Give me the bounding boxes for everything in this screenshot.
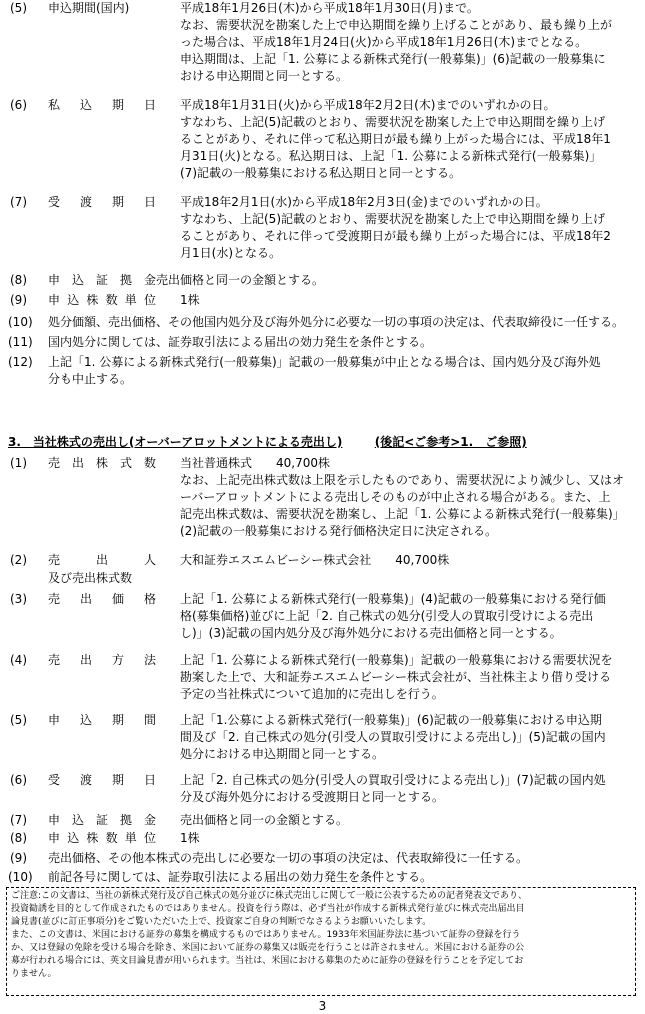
item-body: 平成18年1月26日(木)から平成18年1月30日(月)まで。 なお、需要状況を勘案した上で申込期間を繰り上げることがあり、最も繰り上が った場合は、平成18年1月24日(火)から平成18年1月26日(木)までとなる。 申込期間は、上記「1. 公募による新株式発行(一般募集)」(6)記載の一般募集に おける申込期間と同一とする。: [180, 1, 613, 83]
item-number: (9): [10, 293, 27, 307]
item-body: 国内処分に関しては、証券取引法による届出の効力発生を条件とする。: [48, 335, 433, 349]
item-number: (8): [10, 273, 27, 287]
item-number: (4): [10, 653, 27, 667]
item-number: (5): [10, 713, 27, 727]
page-number: 3: [318, 999, 327, 1013]
item-body: 売出価格、その他本株式の売出しに必要な一切の事項の決定は、代表取締役に一任する。: [48, 851, 529, 865]
item-number: (1): [10, 456, 27, 470]
item-number: (3): [10, 592, 27, 606]
item-number: (6): [10, 773, 27, 787]
item-label: 申 込 証 拠 金: [48, 273, 156, 287]
item-number: (7): [10, 195, 27, 209]
item-label: 売 出 価 格: [48, 592, 156, 606]
item-label: 申 込 期 間: [48, 713, 156, 727]
item-label: 私 込 期 日: [48, 98, 156, 112]
item-body: 上記「1. 公募による新株式発行(一般募集)」(4)記載の一般募集における発行価 格(募集価格)並びに上記「2. 自己株式の処分(引受人の買取引受けによる売出 し)」(3)記載の国内処分及び海外処分における売出価格と同一とする。: [180, 592, 606, 640]
item-number: (8): [10, 831, 27, 845]
item-body: 処分価額、売出価格、その他国内処分及び海外処分に必要な一切の事項の決定は、代表取締役に一任する。: [48, 315, 625, 329]
item-body: 売出価格と同一の金額とする。: [180, 813, 349, 827]
item-body: 上記「1. 公募による新株式発行(一般募集)」記載の一般募集における需要状況を 勘案した上で、大和証券エスエムビーシー株式会社が、当社株主より借り受ける 予定の当社株式について追加的に売出しを行う。: [180, 653, 613, 701]
item-number: (10): [8, 870, 33, 884]
item-body: 1株: [180, 293, 200, 307]
item-label: 申 込 証 拠 金: [48, 813, 156, 827]
item-label: 申込期間(国内): [48, 1, 130, 15]
item-label: 売 出 株 式 数: [48, 456, 156, 470]
disclaimer-box: ご注意:この文書は、当社の新株式発行及び自己株式の処分並びに株式売出しに関して一般に公表するための記者発表文であり、 投資勧誘を目的として作成されたものではありません。投資を行う際は、必ず当社が作成する新株式発行並びに株式売出届出目 論見書(並びに訂正事項分)をご覧いただいた上で、投資家ご自身の判断でなさるようお願いいたします。 また、この文書は、米国における証券の募集を構成するものではありません。1933年米国証券法に基づいて証券の登録を行う か、又は登録の免除を受ける場合を除き、米国において証券の募集又は販売を行うことは許されません。米国における証券の公 募が行われる場合には、英文目論見書が用いられます。当社は、米国における募集のために証券の登録を行うことを予定してお りません。: [6, 887, 636, 996]
item-label: 受 渡 期 日: [48, 195, 156, 209]
item-label: 申 込 株 数 単 位: [48, 293, 156, 307]
item-body: 平成18年2月1日(水)から平成18年2月3日(金)までのいずれかの日。 すなわち、上記(5)記載のとおり、需要状況を勘案した上で申込期間を繰り上げ ることがあり、それに伴って受渡期日が最も繰り上がった場合には、平成18年2 月1日(水)となる。: [180, 195, 611, 260]
item-label: 申 込 株 数 単 位: [48, 831, 156, 845]
item-number: (5): [10, 1, 27, 15]
item-label: 受 渡 期 日: [48, 773, 156, 787]
item-number: (6): [10, 98, 27, 112]
item-body: 前記各号に関しては、証券取引法による届出の効力発生を条件とする。: [48, 870, 433, 884]
item-number: (12): [8, 355, 33, 369]
item-body: 当社普通株式 40,700株 なお、上記売出株式数は上限を示したものであり、需要状況により減少し、又はオ ーバーアロットメントによる売出しそのものが中止される場合がある。また、上 記売出株式数は、需要状況を勘案し、上記「1. 公募による新株式発行(一般募集)」 (2)記載の一般募集における発行価格決定日に決定される。: [180, 456, 625, 538]
item-number: (10): [8, 315, 33, 329]
item-label: 売 出 人: [48, 553, 156, 567]
item-body: 上記「1. 公募による新株式発行(一般募集)」記載の一般募集が中止となる場合は、国内処分及び海外処 分も中止する。: [48, 355, 601, 386]
item-body: 上記「1.公募による新株式発行(一般募集)」(6)記載の一般募集における申込期 間及び「2. 自己株式の処分(引受人の買取引受けによる売出し)」(5)記載の国内 処分における申込期間と同一とする。: [180, 713, 606, 761]
item-body: 大和証券エスエムビーシー株式会社 40,700株: [180, 553, 450, 567]
item-label-sub: 及び売出株式数: [48, 571, 133, 585]
item-body: 平成18年1月31日(火)から平成18年2月2日(木)までのいずれかの日。 すなわち、上記(5)記載のとおり、需要状況を勘案した上で申込期間を繰り上げ ることがあり、それに伴って私込期日が最も繰り上がった場合には、平成18年1 月31日(火)となる。私込期日は、上記「1. 公募による新株式発行(一般募集)」 (7)記載の一般募集における私込期日と同一とする。: [180, 98, 611, 180]
section-3-heading: 3. 当社株式の売出し(オーバーアロットメントによる売出し) (後記<ご参考>1. ご参照): [8, 435, 527, 449]
item-number: (11): [8, 335, 33, 349]
item-body: 上記「2. 自己株式の処分(引受人の買取引受けによる売出し)」(7)記載の国内処 分及び海外処分における受渡期日と同一とする。: [180, 773, 606, 804]
item-body: 売出価格と同一の金額とする。: [156, 273, 325, 287]
item-number: (9): [10, 851, 27, 865]
item-body: 1株: [180, 831, 200, 845]
item-label: 売 出 方 法: [48, 653, 156, 667]
item-number: (2): [10, 553, 27, 567]
item-number: (7): [10, 813, 27, 827]
